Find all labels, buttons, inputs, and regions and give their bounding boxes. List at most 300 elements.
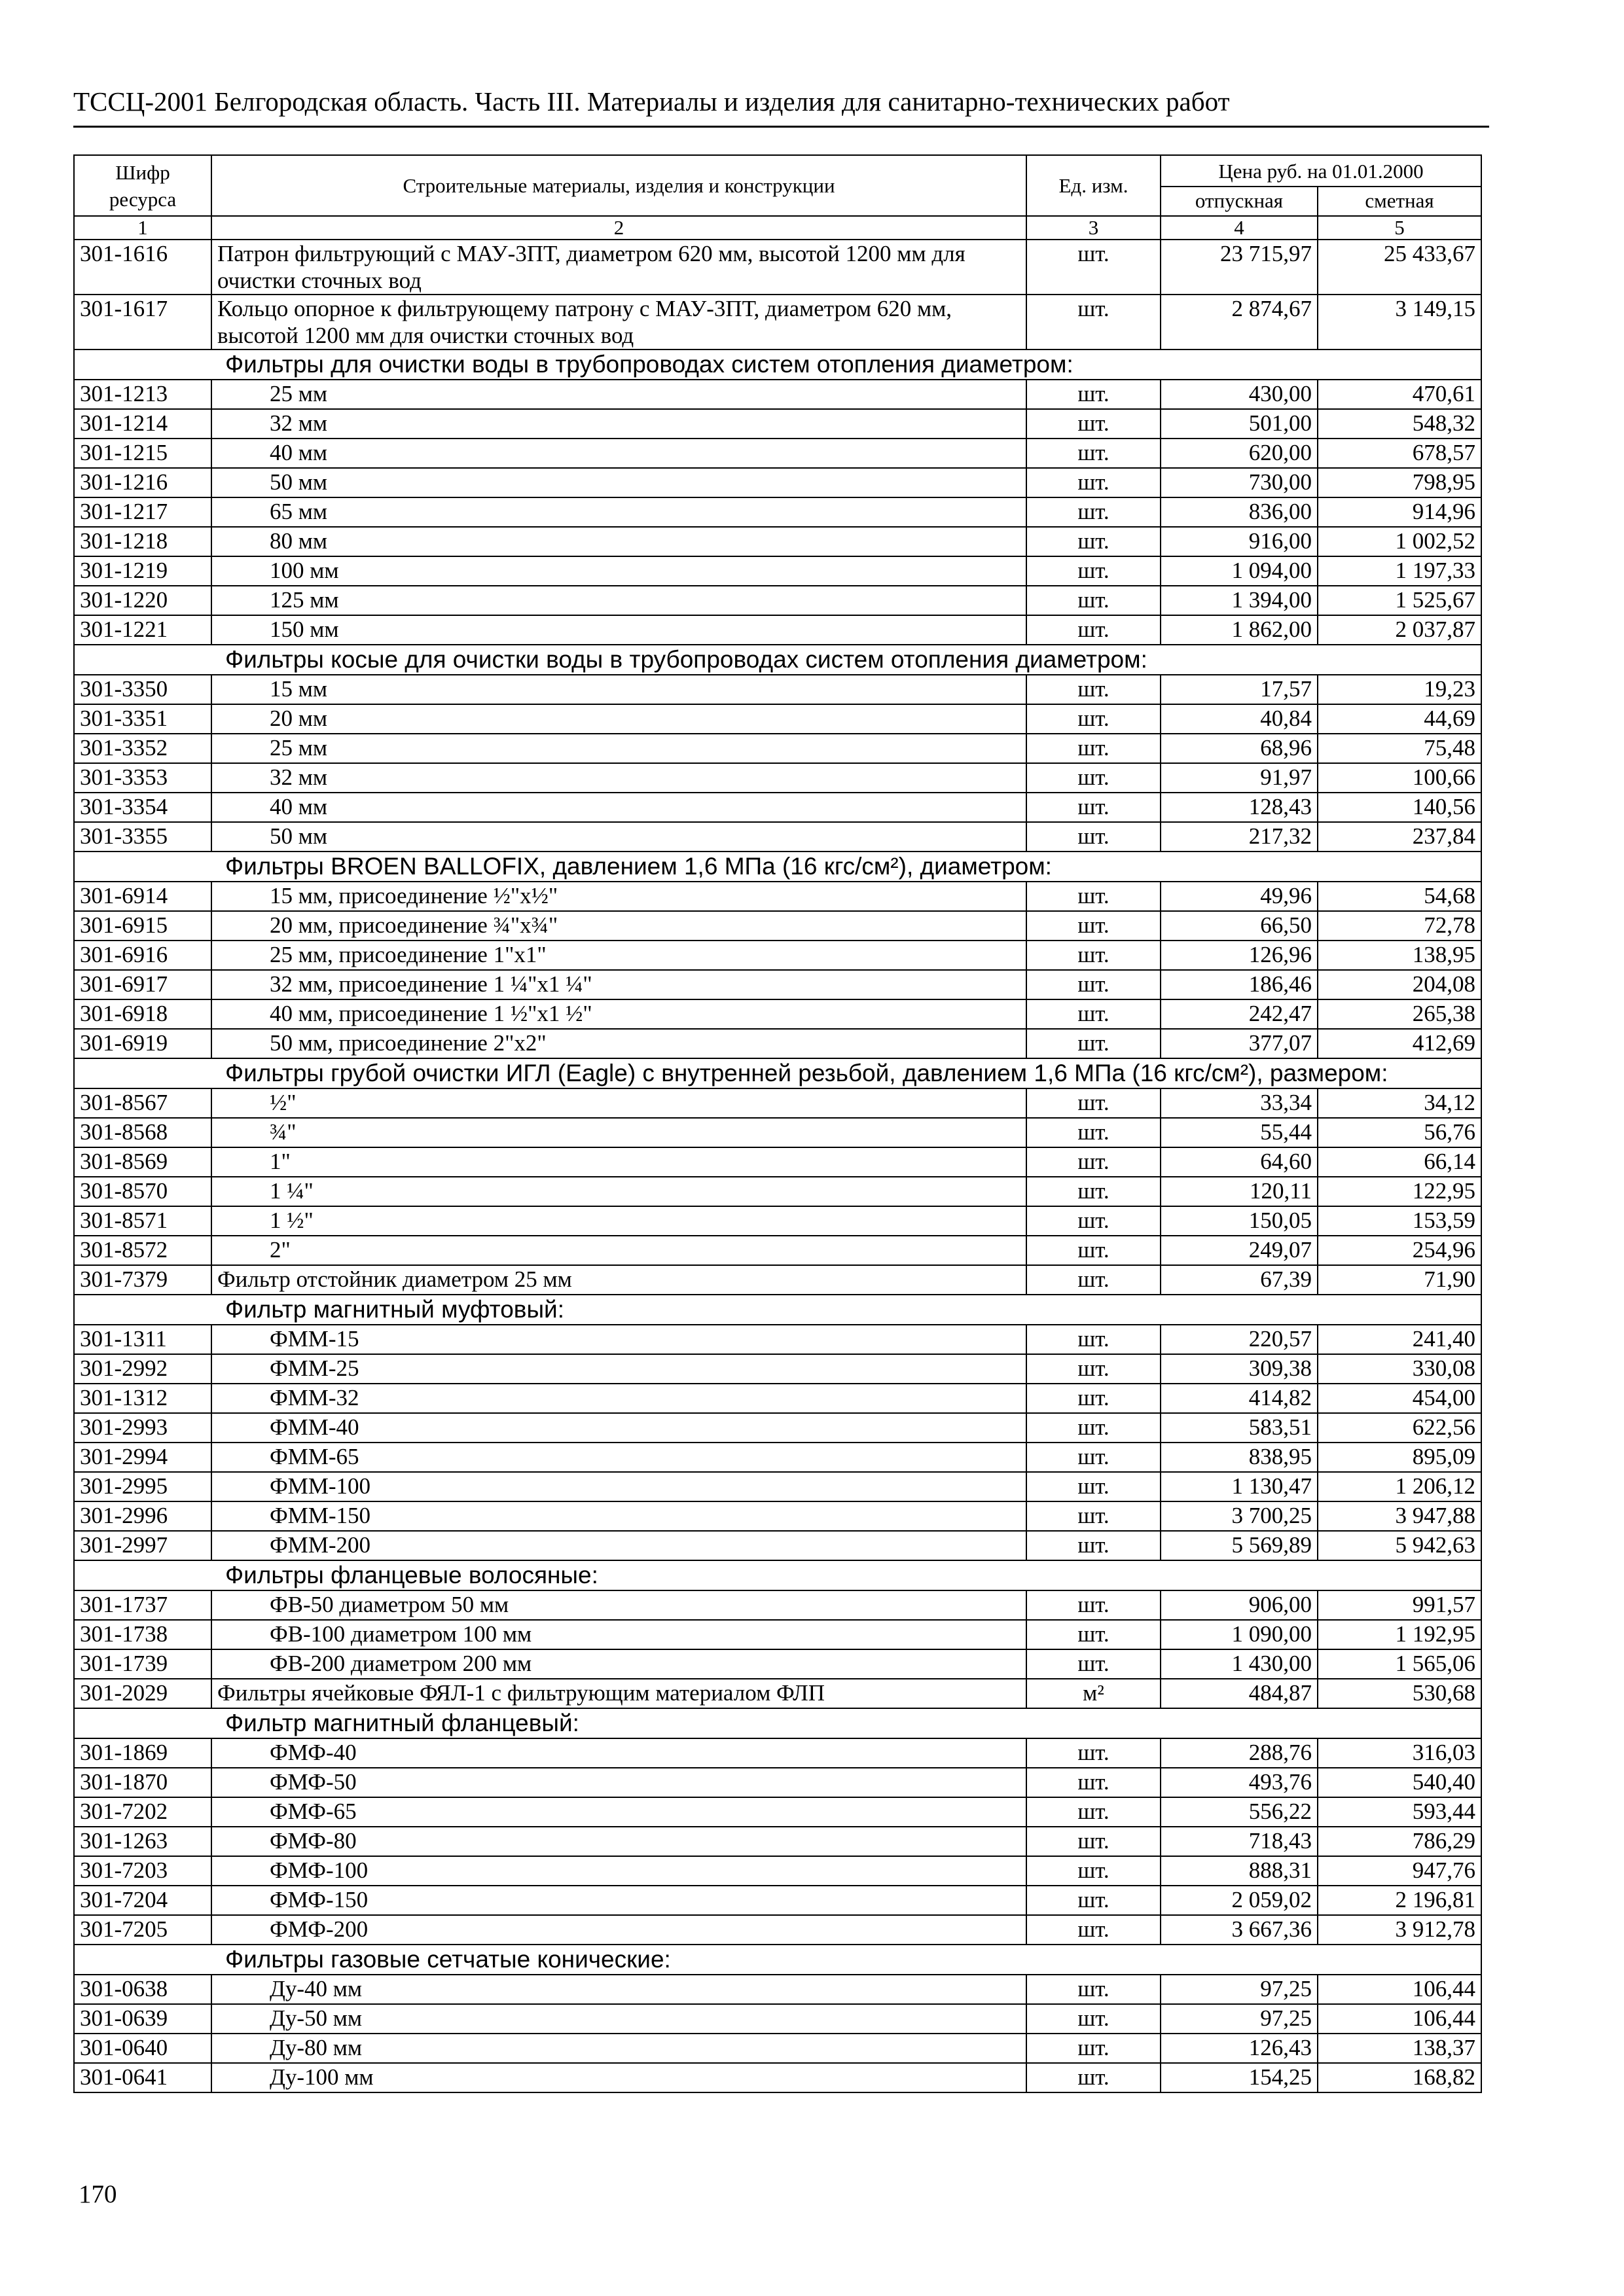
item-name: 50 мм <box>211 468 1026 497</box>
item-name: ФММ-150 <box>211 1501 1026 1531</box>
sale-price: 1 394,00 <box>1161 586 1318 615</box>
resource-code: 301-6914 <box>74 882 211 911</box>
estimate-price: 138,37 <box>1318 2034 1481 2063</box>
resource-code: 301-2993 <box>74 1413 211 1443</box>
table-row <box>74 380 1481 409</box>
table-row <box>74 1354 1481 1384</box>
unit-cell: шт. <box>1026 2034 1161 2063</box>
sale-price: 309,38 <box>1161 1354 1318 1384</box>
estimate-price: 241,40 <box>1318 1325 1481 1354</box>
estimate-price: 1 002,52 <box>1318 527 1481 556</box>
estimate-price: 947,76 <box>1318 1856 1481 1886</box>
table-row <box>74 2004 1481 2034</box>
unit-cell: шт. <box>1026 295 1161 350</box>
item-name: 20 мм, присоединение ¾"х¾" <box>211 911 1026 941</box>
resource-code: 301-0641 <box>74 2063 211 2092</box>
resource-code: 301-1312 <box>74 1384 211 1413</box>
item-name: 65 мм <box>211 497 1026 527</box>
estimate-price: 798,95 <box>1318 468 1481 497</box>
estimate-price: 75,48 <box>1318 734 1481 763</box>
resource-code: 301-1218 <box>74 527 211 556</box>
item-name: 32 мм <box>211 409 1026 439</box>
table-row <box>74 1325 1481 1354</box>
estimate-price: 204,08 <box>1318 970 1481 999</box>
col-price-header: Цена руб. на 01.01.2000 <box>1161 155 1481 187</box>
table-row <box>74 1531 1481 1560</box>
estimate-price: 3 912,78 <box>1318 1915 1481 1945</box>
item-name: ФММ-25 <box>211 1354 1026 1384</box>
estimate-price: 3 947,88 <box>1318 1501 1481 1531</box>
sale-price: 126,96 <box>1161 941 1318 970</box>
resource-code: 301-7205 <box>74 1915 211 1945</box>
resource-code: 301-2997 <box>74 1531 211 1560</box>
sale-price: 97,25 <box>1161 2004 1318 2034</box>
unit-cell: шт. <box>1026 941 1161 970</box>
table-row <box>74 1975 1481 2004</box>
section-heading-row <box>74 350 1481 380</box>
sale-price: 1 094,00 <box>1161 556 1318 586</box>
section-heading-row <box>74 1708 1481 1738</box>
table-row <box>74 1768 1481 1797</box>
table-row <box>74 1177 1481 1206</box>
page-number: 170 <box>79 2180 117 2208</box>
item-name: Кольцо опорное к фильтрующему патрону с МАУ-3ПТ, диаметром 620 мм, высотой 1200 мм для очистки сточных вод <box>211 295 1026 350</box>
table-row <box>74 1797 1481 1827</box>
table-row <box>74 970 1481 999</box>
item-name: ФВ-100 диаметром 100 мм <box>211 1620 1026 1649</box>
table-row <box>74 1856 1481 1886</box>
unit-cell: шт. <box>1026 675 1161 704</box>
unit-cell: шт. <box>1026 1797 1161 1827</box>
sale-price: 583,51 <box>1161 1413 1318 1443</box>
table-row <box>74 1620 1481 1649</box>
table-row <box>74 2034 1481 2063</box>
item-name: ФМФ-100 <box>211 1856 1026 1886</box>
unit-cell: шт. <box>1026 1236 1161 1265</box>
resource-code: 301-7379 <box>74 1265 211 1295</box>
resource-code: 301-8572 <box>74 1236 211 1265</box>
resource-code: 301-1869 <box>74 1738 211 1768</box>
estimate-price: 622,56 <box>1318 1413 1481 1443</box>
unit-cell: шт. <box>1026 1384 1161 1413</box>
estimate-price: 1 525,67 <box>1318 586 1481 615</box>
estimate-price: 168,82 <box>1318 2063 1481 2092</box>
section-heading-row <box>74 1945 1481 1975</box>
unit-cell: шт. <box>1026 1177 1161 1206</box>
sale-price: 120,11 <box>1161 1177 1318 1206</box>
item-name: ФМФ-80 <box>211 1827 1026 1856</box>
table-row <box>74 941 1481 970</box>
estimate-price: 412,69 <box>1318 1029 1481 1058</box>
unit-cell: шт. <box>1026 1975 1161 2004</box>
table-row <box>74 497 1481 527</box>
item-name: ФМФ-40 <box>211 1738 1026 1768</box>
table-row <box>74 1413 1481 1443</box>
item-name: ФММ-100 <box>211 1472 1026 1501</box>
item-name: 50 мм <box>211 822 1026 852</box>
estimate-price: 71,90 <box>1318 1265 1481 1295</box>
table-row <box>74 1501 1481 1531</box>
table-row <box>74 763 1481 793</box>
table-row <box>74 2063 1481 2092</box>
table-row <box>74 527 1481 556</box>
estimate-price: 540,40 <box>1318 1768 1481 1797</box>
estimate-price: 1 192,95 <box>1318 1620 1481 1649</box>
sale-price: 2 874,67 <box>1161 295 1318 350</box>
estimate-price: 548,32 <box>1318 409 1481 439</box>
resource-code: 301-6915 <box>74 911 211 941</box>
resource-code: 301-1616 <box>74 240 211 295</box>
table-row <box>74 1738 1481 1768</box>
unit-cell: шт. <box>1026 999 1161 1029</box>
unit-cell: шт. <box>1026 1649 1161 1679</box>
item-name: Ду-50 мм <box>211 2004 1026 2034</box>
item-name: 2" <box>211 1236 1026 1265</box>
unit-cell: шт. <box>1026 704 1161 734</box>
item-name: ФВ-200 диаметром 200 мм <box>211 1649 1026 1679</box>
unit-cell: шт. <box>1026 240 1161 295</box>
resource-code: 301-7204 <box>74 1886 211 1915</box>
sale-price: 377,07 <box>1161 1029 1318 1058</box>
sale-price: 97,25 <box>1161 1975 1318 2004</box>
resource-code: 301-1213 <box>74 380 211 409</box>
section-heading: Фильтры фланцевые волосяные: <box>74 1560 1481 1590</box>
section-heading-row <box>74 645 1481 675</box>
sale-price: 91,97 <box>1161 763 1318 793</box>
resource-code: 301-7202 <box>74 1797 211 1827</box>
table-row <box>74 556 1481 586</box>
estimate-price: 56,76 <box>1318 1118 1481 1147</box>
table-row <box>74 409 1481 439</box>
item-name: 150 мм <box>211 615 1026 645</box>
sale-price: 40,84 <box>1161 704 1318 734</box>
item-name: ФММ-32 <box>211 1384 1026 1413</box>
table-row <box>74 586 1481 615</box>
resource-code: 301-3354 <box>74 793 211 822</box>
sale-price: 1 430,00 <box>1161 1649 1318 1679</box>
unit-cell: шт. <box>1026 1265 1161 1295</box>
item-name: 32 мм <box>211 763 1026 793</box>
table-row <box>74 1679 1481 1708</box>
unit-cell: шт. <box>1026 468 1161 497</box>
sale-price: 501,00 <box>1161 409 1318 439</box>
item-name: ФММ-40 <box>211 1413 1026 1443</box>
table-row <box>74 675 1481 704</box>
estimate-price: 44,69 <box>1318 704 1481 734</box>
unit-cell: шт. <box>1026 1325 1161 1354</box>
sale-price: 838,95 <box>1161 1443 1318 1472</box>
estimate-price: 914,96 <box>1318 497 1481 527</box>
item-name: 25 мм <box>211 734 1026 763</box>
resource-code: 301-3352 <box>74 734 211 763</box>
unit-cell: шт. <box>1026 409 1161 439</box>
section-heading: Фильтры грубой очистки ИГЛ (Eagle) с внутренней резьбой, давлением 1,6 МПа (16 кгс/см²), размером: <box>74 1058 1481 1088</box>
estimate-price: 25 433,67 <box>1318 240 1481 295</box>
table-row <box>74 1029 1481 1058</box>
table-row <box>74 1118 1481 1147</box>
col-number: 4 <box>1161 216 1318 240</box>
estimate-price: 1 206,12 <box>1318 1472 1481 1501</box>
page-header-title: ТССЦ-2001 Белгородская область. Часть III. Материалы и изделия для санитарно-технических работ <box>73 82 1489 128</box>
item-name: 15 мм <box>211 675 1026 704</box>
table-row <box>74 1088 1481 1118</box>
table-row <box>74 615 1481 645</box>
resource-code: 301-2992 <box>74 1354 211 1384</box>
unit-cell: шт. <box>1026 1413 1161 1443</box>
section-heading-row <box>74 1058 1481 1088</box>
sale-price: 186,46 <box>1161 970 1318 999</box>
sale-price: 1 130,47 <box>1161 1472 1318 1501</box>
table-row <box>74 468 1481 497</box>
resource-code: 301-6919 <box>74 1029 211 1058</box>
unit-cell: шт. <box>1026 615 1161 645</box>
col-number: 2 <box>211 216 1026 240</box>
resource-code: 301-0638 <box>74 1975 211 2004</box>
resource-code: 301-3355 <box>74 822 211 852</box>
estimate-price: 100,66 <box>1318 763 1481 793</box>
table-row <box>74 295 1481 350</box>
item-name: ½" <box>211 1088 1026 1118</box>
item-name: ФММ-15 <box>211 1325 1026 1354</box>
estimate-price: 1 197,33 <box>1318 556 1481 586</box>
resource-code: 301-1870 <box>74 1768 211 1797</box>
table-row <box>74 822 1481 852</box>
unit-cell: шт. <box>1026 1501 1161 1531</box>
item-name: 125 мм <box>211 586 1026 615</box>
col-number: 1 <box>74 216 211 240</box>
sale-price: 556,22 <box>1161 1797 1318 1827</box>
sale-price: 5 569,89 <box>1161 1531 1318 1560</box>
resource-code: 301-1217 <box>74 497 211 527</box>
unit-cell: м² <box>1026 1679 1161 1708</box>
resource-code: 301-1214 <box>74 409 211 439</box>
table-head <box>74 155 1481 240</box>
table-row <box>74 1472 1481 1501</box>
resource-code: 301-8567 <box>74 1088 211 1118</box>
estimate-price: 19,23 <box>1318 675 1481 704</box>
sale-price: 3 667,36 <box>1161 1915 1318 1945</box>
unit-cell: шт. <box>1026 1856 1161 1886</box>
sale-price: 67,39 <box>1161 1265 1318 1295</box>
sale-price: 33,34 <box>1161 1088 1318 1118</box>
resource-code: 301-1737 <box>74 1590 211 1620</box>
unit-cell: шт. <box>1026 1738 1161 1768</box>
table-row <box>74 1827 1481 1856</box>
resource-code: 301-2994 <box>74 1443 211 1472</box>
estimate-price: 454,00 <box>1318 1384 1481 1413</box>
estimate-price: 153,59 <box>1318 1206 1481 1236</box>
unit-cell: шт. <box>1026 527 1161 556</box>
resource-code: 301-3351 <box>74 704 211 734</box>
resource-code: 301-1215 <box>74 439 211 468</box>
sale-price: 23 715,97 <box>1161 240 1318 295</box>
estimate-price: 2 037,87 <box>1318 615 1481 645</box>
unit-cell: шт. <box>1026 556 1161 586</box>
resource-code: 301-1220 <box>74 586 211 615</box>
table-row <box>74 439 1481 468</box>
section-heading: Фильтр магнитный муфтовый: <box>74 1295 1481 1325</box>
resource-code: 301-8571 <box>74 1206 211 1236</box>
estimate-price: 106,44 <box>1318 2004 1481 2034</box>
unit-cell: шт. <box>1026 1354 1161 1384</box>
sale-price: 68,96 <box>1161 734 1318 763</box>
col-name-header: Строительные материалы, изделия и конструкции <box>211 155 1026 216</box>
resource-code: 301-1311 <box>74 1325 211 1354</box>
sale-price: 620,00 <box>1161 439 1318 468</box>
table-row <box>74 734 1481 763</box>
estimate-price: 122,95 <box>1318 1177 1481 1206</box>
unit-cell: шт. <box>1026 1590 1161 1620</box>
resource-code: 301-8570 <box>74 1177 211 1206</box>
resource-code: 301-8568 <box>74 1118 211 1147</box>
resource-code: 301-1617 <box>74 295 211 350</box>
unit-cell: шт. <box>1026 1531 1161 1560</box>
estimate-price: 330,08 <box>1318 1354 1481 1384</box>
table-row <box>74 999 1481 1029</box>
item-name: 15 мм, присоединение ½"х½" <box>211 882 1026 911</box>
item-name: Ду-40 мм <box>211 1975 1026 2004</box>
sale-price: 906,00 <box>1161 1590 1318 1620</box>
table-row <box>74 1384 1481 1413</box>
unit-cell: шт. <box>1026 734 1161 763</box>
sale-price: 17,57 <box>1161 675 1318 704</box>
estimate-price: 991,57 <box>1318 1590 1481 1620</box>
estimate-price: 470,61 <box>1318 380 1481 409</box>
item-name: ФВ-50 диаметром 50 мм <box>211 1590 1026 1620</box>
item-name: ФММ-200 <box>211 1531 1026 1560</box>
unit-cell: шт. <box>1026 2063 1161 2092</box>
item-name: 1 ¼" <box>211 1177 1026 1206</box>
item-name: Ду-80 мм <box>211 2034 1026 2063</box>
estimate-price: 895,09 <box>1318 1443 1481 1472</box>
item-name: ФМФ-50 <box>211 1768 1026 1797</box>
sale-price: 288,76 <box>1161 1738 1318 1768</box>
unit-cell: шт. <box>1026 1088 1161 1118</box>
item-name: 25 мм <box>211 380 1026 409</box>
unit-cell: шт. <box>1026 793 1161 822</box>
unit-cell: шт. <box>1026 1147 1161 1177</box>
unit-cell: шт. <box>1026 586 1161 615</box>
item-name: Ду-100 мм <box>211 2063 1026 2092</box>
item-name: 25 мм, присоединение 1"х1" <box>211 941 1026 970</box>
sale-price: 3 700,25 <box>1161 1501 1318 1531</box>
table-row <box>74 1886 1481 1915</box>
col-unit-header: Ед. изм. <box>1026 155 1161 216</box>
estimate-price: 5 942,63 <box>1318 1531 1481 1560</box>
resource-code: 301-6918 <box>74 999 211 1029</box>
unit-cell: шт. <box>1026 1443 1161 1472</box>
item-name: 40 мм <box>211 439 1026 468</box>
sale-price: 718,43 <box>1161 1827 1318 1856</box>
item-name: Фильтры ячейковые ФЯЛ-1 с фильтрующим материалом ФЛП <box>211 1679 1026 1708</box>
item-name: 32 мм, присоединение 1 ¼"х1 ¼" <box>211 970 1026 999</box>
estimate-price: 237,84 <box>1318 822 1481 852</box>
unit-cell: шт. <box>1026 822 1161 852</box>
sale-price: 126,43 <box>1161 2034 1318 2063</box>
unit-cell: шт. <box>1026 1827 1161 1856</box>
section-heading: Фильтры косые для очистки воды в трубопроводах систем отопления диаметром: <box>74 645 1481 675</box>
resource-code: 301-3350 <box>74 675 211 704</box>
unit-cell: шт. <box>1026 1206 1161 1236</box>
table-row <box>74 1265 1481 1295</box>
resource-code: 301-1739 <box>74 1649 211 1679</box>
resource-code: 301-1219 <box>74 556 211 586</box>
item-name: 50 мм, присоединение 2"х2" <box>211 1029 1026 1058</box>
estimate-price: 66,14 <box>1318 1147 1481 1177</box>
section-heading: Фильтр магнитный фланцевый: <box>74 1708 1481 1738</box>
item-name: 40 мм <box>211 793 1026 822</box>
col-number: 5 <box>1318 216 1481 240</box>
sale-price: 217,32 <box>1161 822 1318 852</box>
item-name: Фильтр отстойник диаметром 25 мм <box>211 1265 1026 1295</box>
resource-code: 301-3353 <box>74 763 211 793</box>
estimate-price: 593,44 <box>1318 1797 1481 1827</box>
table-row <box>74 1147 1481 1177</box>
section-heading-row <box>74 1560 1481 1590</box>
item-name: ¾" <box>211 1118 1026 1147</box>
resource-code: 301-2995 <box>74 1472 211 1501</box>
estimate-price: 34,12 <box>1318 1088 1481 1118</box>
col-est-header: сметная <box>1318 187 1481 216</box>
table-row <box>74 704 1481 734</box>
estimate-price: 1 565,06 <box>1318 1649 1481 1679</box>
estimate-price: 2 196,81 <box>1318 1886 1481 1915</box>
col-code-header: Шифр ресурса <box>74 155 211 216</box>
unit-cell: шт. <box>1026 882 1161 911</box>
sale-price: 1 862,00 <box>1161 615 1318 645</box>
item-name: 40 мм, присоединение 1 ½"х1 ½" <box>211 999 1026 1029</box>
table-body <box>74 240 1481 2092</box>
unit-cell: шт. <box>1026 1886 1161 1915</box>
sale-price: 220,57 <box>1161 1325 1318 1354</box>
estimate-price: 72,78 <box>1318 911 1481 941</box>
sale-price: 2 059,02 <box>1161 1886 1318 1915</box>
sale-price: 888,31 <box>1161 1856 1318 1886</box>
sale-price: 66,50 <box>1161 911 1318 941</box>
item-name: ФММ-65 <box>211 1443 1026 1472</box>
sale-price: 1 090,00 <box>1161 1620 1318 1649</box>
section-heading-row <box>74 852 1481 882</box>
item-name: ФМФ-65 <box>211 1797 1026 1827</box>
resource-code: 301-2996 <box>74 1501 211 1531</box>
table-row <box>74 1443 1481 1472</box>
estimate-price: 254,96 <box>1318 1236 1481 1265</box>
unit-cell: шт. <box>1026 1915 1161 1945</box>
price-table <box>73 154 1482 2093</box>
section-heading: Фильтры BROEN BALLOFIX, давлением 1,6 МПа (16 кгс/см²), диаметром: <box>74 852 1481 882</box>
table-row <box>74 1206 1481 1236</box>
estimate-price: 138,95 <box>1318 941 1481 970</box>
table-row <box>74 1590 1481 1620</box>
resource-code: 301-1221 <box>74 615 211 645</box>
table-row <box>74 882 1481 911</box>
unit-cell: шт. <box>1026 497 1161 527</box>
section-heading-row <box>74 1295 1481 1325</box>
sale-price: 154,25 <box>1161 2063 1318 2092</box>
sale-price: 836,00 <box>1161 497 1318 527</box>
unit-cell: шт. <box>1026 911 1161 941</box>
estimate-price: 678,57 <box>1318 439 1481 468</box>
col-number: 3 <box>1026 216 1161 240</box>
col-sale-header: отпускная <box>1161 187 1318 216</box>
sale-price: 128,43 <box>1161 793 1318 822</box>
unit-cell: шт. <box>1026 439 1161 468</box>
estimate-price: 106,44 <box>1318 1975 1481 2004</box>
unit-cell: шт. <box>1026 1768 1161 1797</box>
item-name: 1 ½" <box>211 1206 1026 1236</box>
sale-price: 242,47 <box>1161 999 1318 1029</box>
sale-price: 484,87 <box>1161 1679 1318 1708</box>
